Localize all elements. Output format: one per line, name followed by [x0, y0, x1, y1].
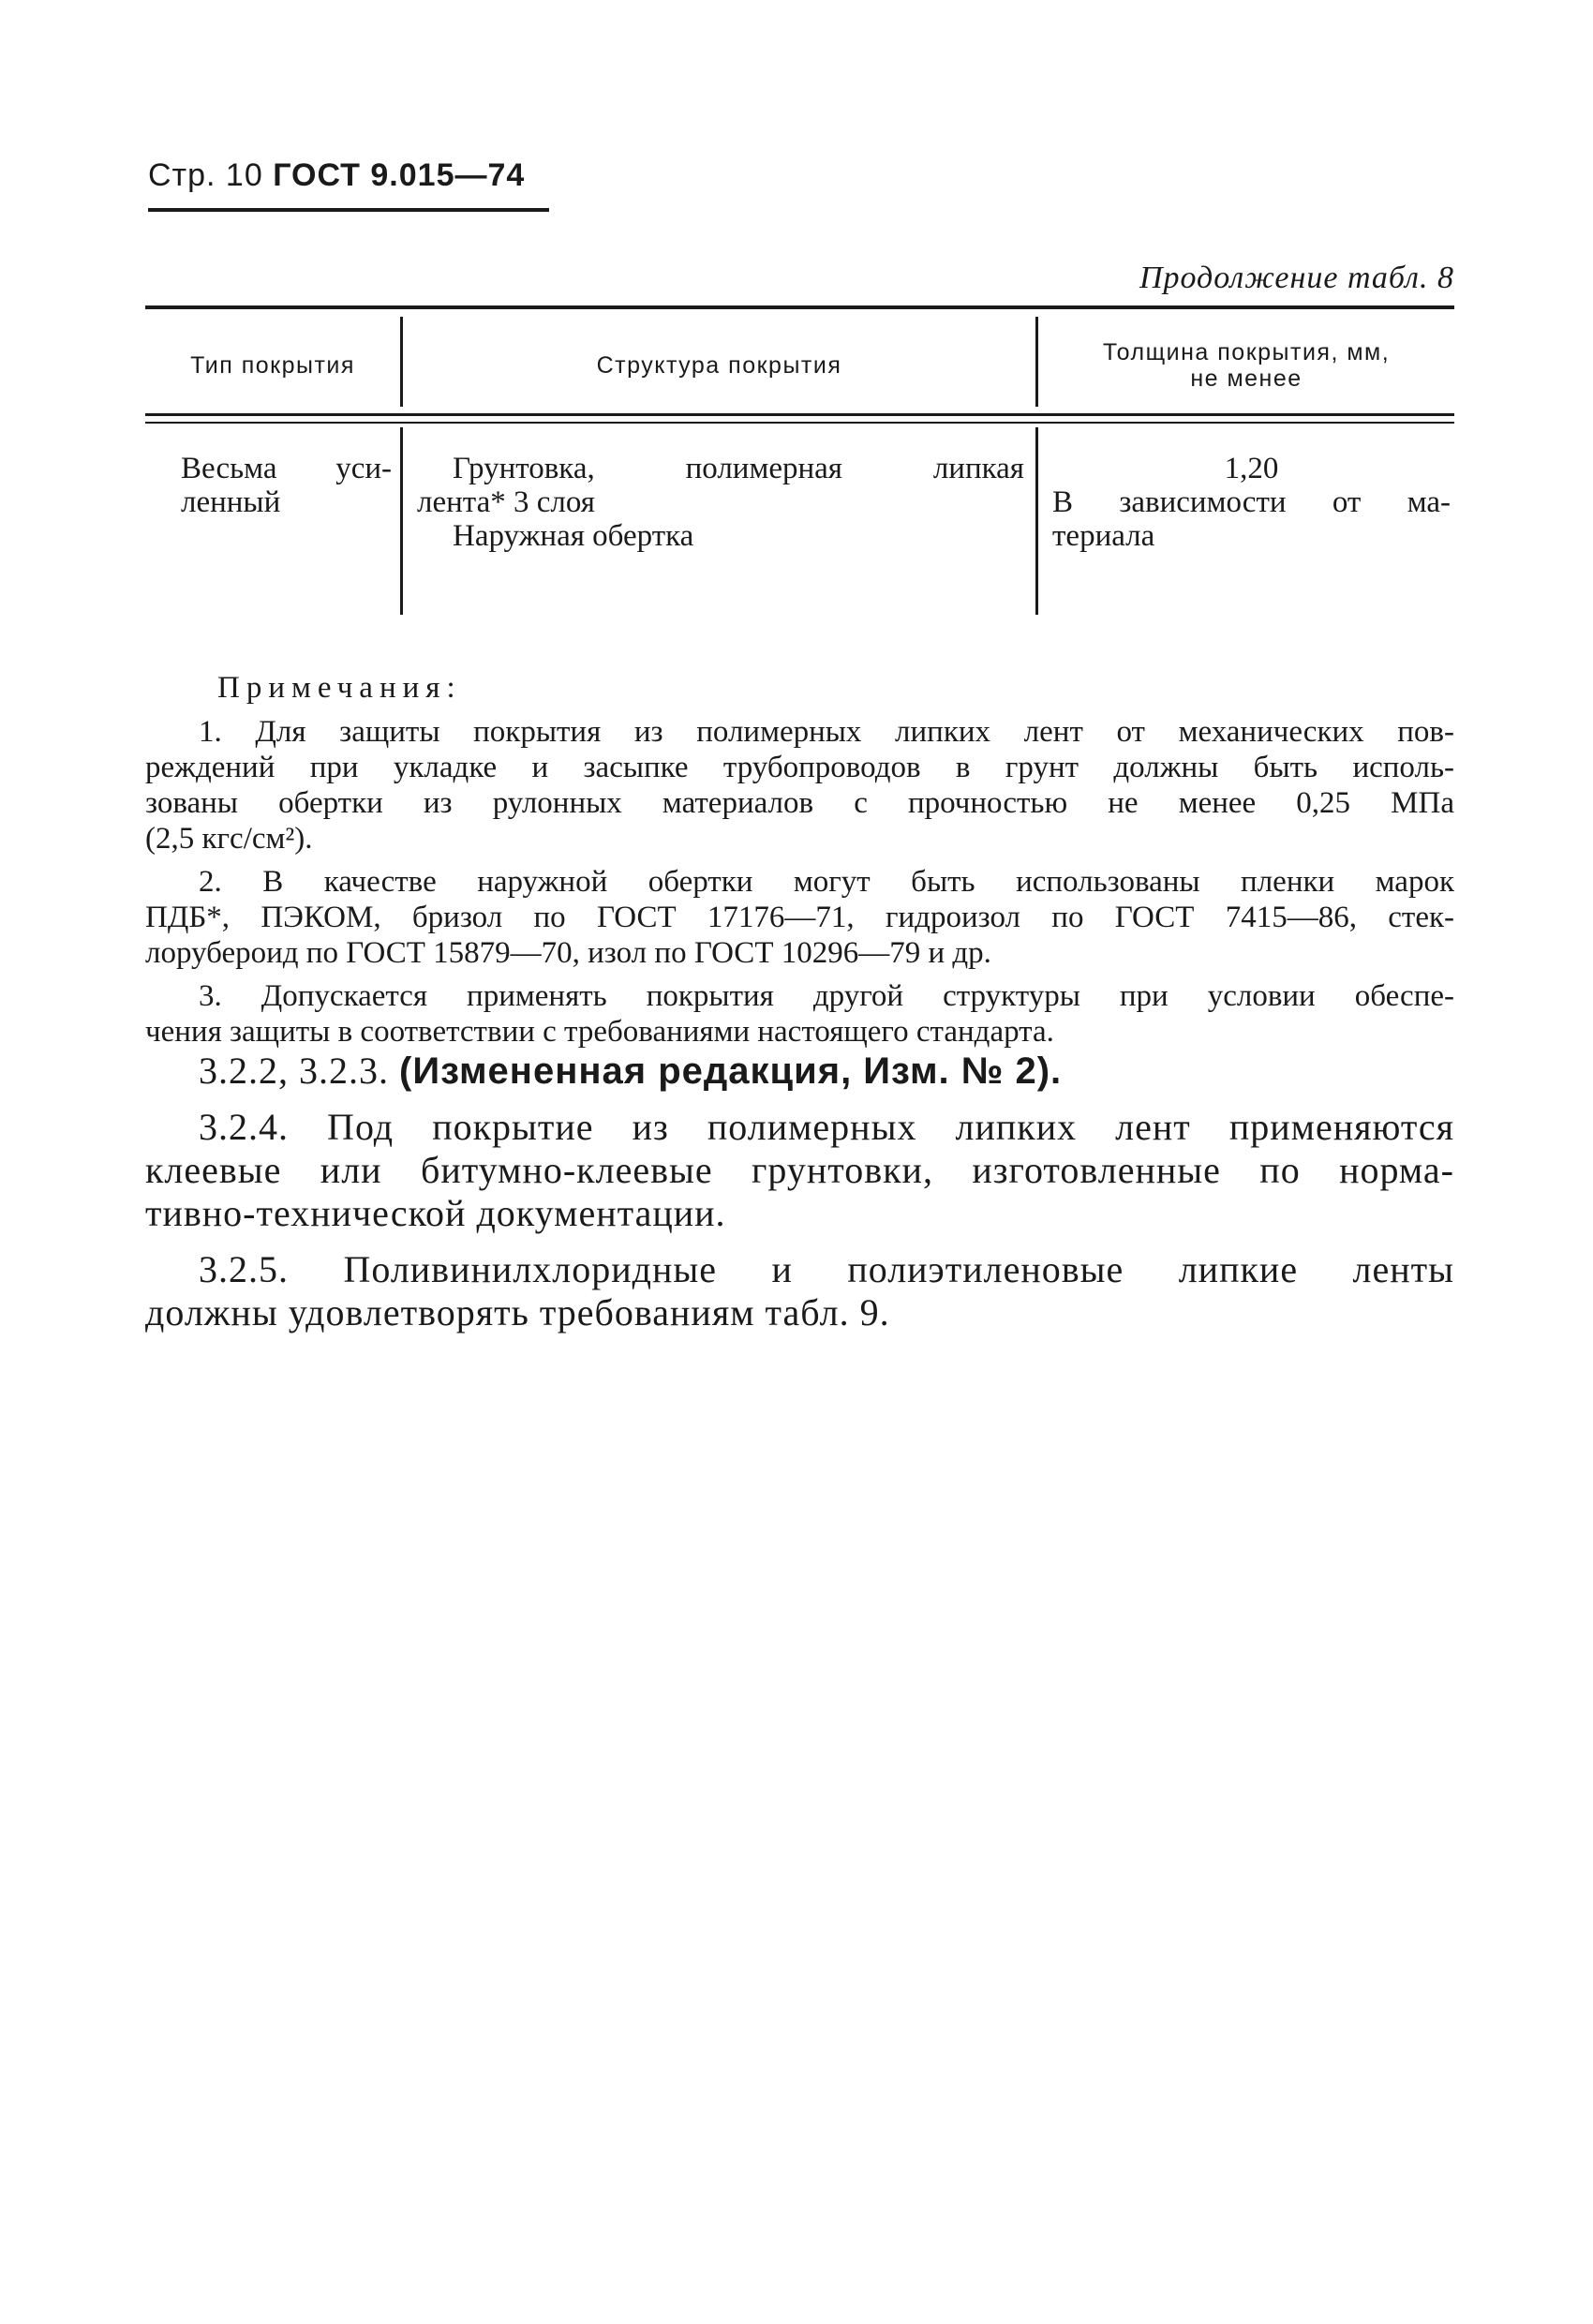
- page-header: [148, 157, 525, 194]
- note-line: 3. Допускается применять покрытия другой структуры при условии обеспе-: [199, 979, 1454, 1013]
- para-line: [145, 1050, 1454, 1093]
- revision-note: (Измененная редакция, Изм. № 2).: [399, 1050, 1063, 1092]
- cell-type: [181, 452, 392, 519]
- table-continuation-label: Продолжение табл. 8: [1139, 261, 1454, 295]
- header-thickness-line1: Толщина покрытия, мм,: [1102, 339, 1391, 365]
- cell-thickness-value: 1,20: [1224, 452, 1279, 485]
- header-structure: Структура покрытия: [596, 352, 842, 379]
- cell-structure-line3: Наружная обертка: [453, 519, 694, 553]
- para-line: тивно-технической документации.: [145, 1192, 726, 1234]
- para-line: 3.2.4. Под покрытие из полимерных липких лент применяются: [199, 1106, 1454, 1148]
- note-3: [145, 978, 1454, 1050]
- paragraph-3-2-4: [145, 1106, 1454, 1235]
- clause-number: 3.2.2, 3.2.3.: [199, 1050, 389, 1092]
- note-line: реждений при укладке и засыпке трубопроводов в грунт должны быть исполь-: [145, 751, 1454, 784]
- notes: [145, 714, 1454, 1057]
- header-thickness: [1038, 339, 1454, 392]
- cell-thickness-line2: В зависимости от ма-: [1052, 485, 1451, 519]
- para-line: 3.2.5. Поливинилхлоридные и полиэтиленовые липкие ленты: [199, 1248, 1454, 1290]
- notes-title: Примечания:: [217, 671, 462, 705]
- paragraph-3-2-5: [145, 1248, 1454, 1334]
- cell-type-line2: ленный: [181, 485, 281, 519]
- cell-type-line1: Весьма уси-: [181, 452, 392, 485]
- coating-table: [145, 305, 1454, 619]
- standard-code: ГОСТ 9.015—74: [273, 157, 526, 193]
- cell-thickness: [1052, 452, 1451, 553]
- note-line: чения защиты в соответствии с требованиями настоящего стандарта.: [145, 1015, 1054, 1049]
- para-line: клеевые или битумно-клеевые грунтовки, изготовленные по норма-: [145, 1149, 1454, 1191]
- note-line: 1. Для защиты покрытия из полимерных липких лент от механических пов-: [199, 715, 1454, 749]
- cell-structure-line2: лента* 3 слоя: [417, 485, 595, 519]
- body-paragraphs: [145, 1050, 1454, 1348]
- header-rule-upper: [145, 413, 1454, 416]
- cell-thickness-line3: териала: [1052, 519, 1155, 553]
- note-line: 2. В качестве наружной обертки могут быть использованы пленки марок: [199, 865, 1454, 899]
- page-number: Стр. 10: [148, 157, 263, 193]
- header-thickness-line2: не менее: [1190, 365, 1303, 392]
- header-rule: [148, 208, 549, 212]
- note-line: (2,5 кгс/см²).: [145, 822, 313, 856]
- cell-structure-line1: Грунтовка, полимерная липкая: [453, 452, 1024, 485]
- note-line: ПДБ*, ПЭКОМ, бризол по ГОСТ 17176—71, гидроизол по ГОСТ 7415—86, стек-: [145, 901, 1454, 934]
- para-line: должны удовлетворять требованиям табл. 9.: [145, 1291, 890, 1333]
- header-rule-lower: [145, 422, 1454, 424]
- header-type: Тип покрытия: [190, 352, 355, 379]
- table-top-rule: [145, 305, 1454, 309]
- note-2: [145, 864, 1454, 971]
- note-line: зованы обертки из рулонных материалов с прочностью не менее 0,25 МПа: [145, 786, 1454, 820]
- cell-structure: [417, 452, 1024, 553]
- note-1: [145, 714, 1454, 857]
- paragraph-3-2-2: [145, 1050, 1454, 1093]
- column-divider: [1035, 427, 1038, 615]
- column-divider: [400, 427, 403, 615]
- note-line: лоруберoид по ГОСТ 15879—70, изол по ГОСТ 10296—79 и др.: [145, 936, 991, 970]
